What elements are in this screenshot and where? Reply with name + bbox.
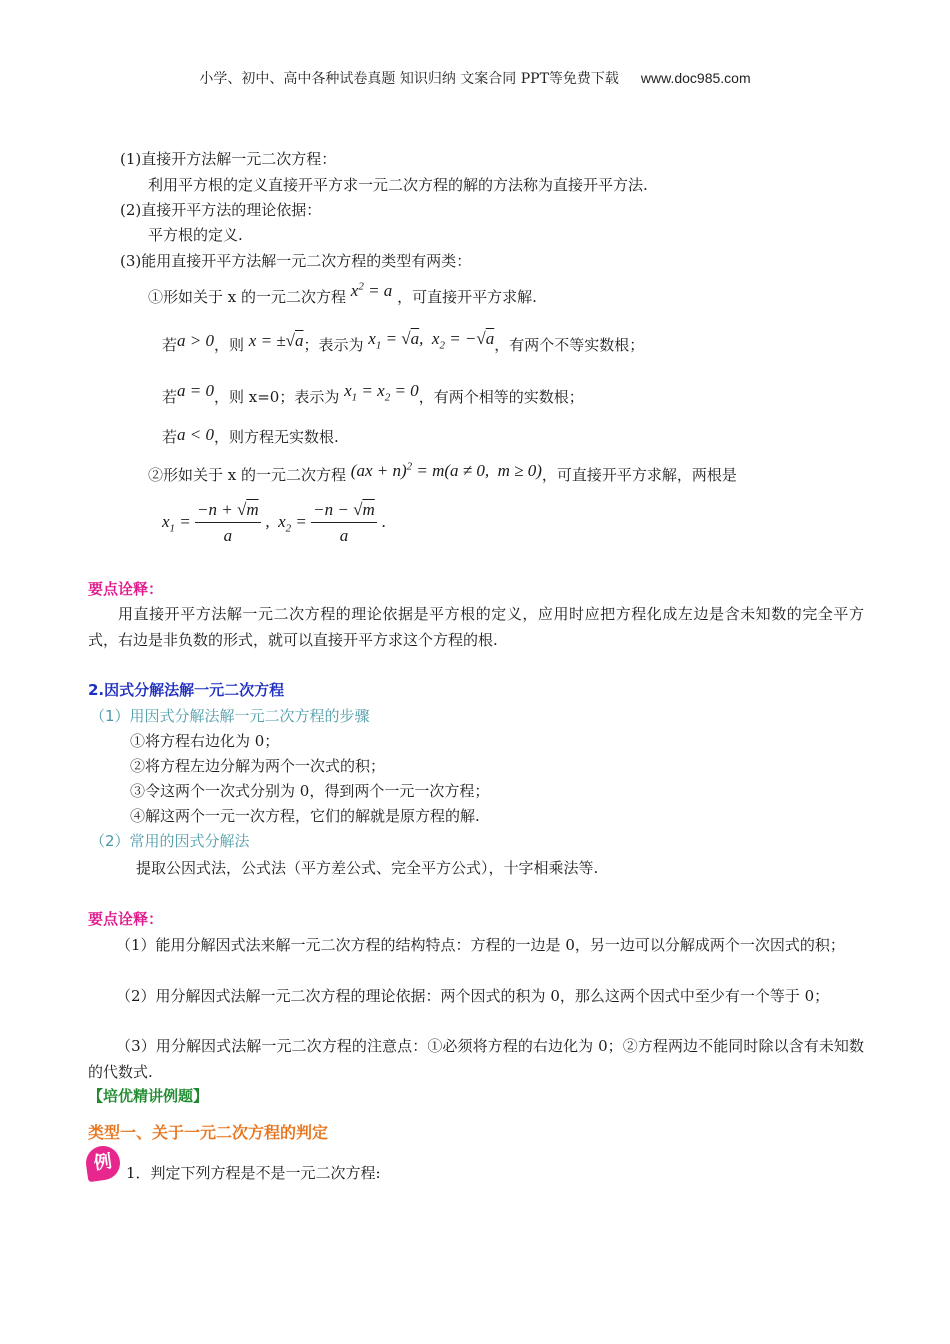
fraction-root-1: $\frac{-n + √m}{a}$ [197, 500, 259, 545]
formula-x2-eq-a: $x^2 = a$ [350, 280, 393, 300]
step-2: ②将方程左边分解为两个一次式的积； [130, 757, 386, 775]
note-2-p2: （2）用分解因式法解一元二次方程的理论依据：两个因式的积为 0，那么这两个因式中至少有一个等于 0； [116, 987, 830, 1005]
case-positive [162, 329, 645, 357]
methods-line: 提取公因式法，公式法（平方差公式、完全平方公式），十字相乘法等. [136, 859, 599, 877]
type-1-post: ，可直接开平方求解. [397, 288, 537, 306]
step-1: ①将方程右边化为 0； [130, 732, 280, 750]
formula-a-gt-0: a > 0 [177, 331, 214, 350]
case-zero-if: 若 [162, 388, 178, 406]
formula-ax-n-squared: (ax + n)$^2$ = m(a ≠ 0, m ≥ 0) [350, 460, 542, 480]
line-1: (1)直接开方法解一元二次方程： [120, 150, 337, 168]
formula-a-eq-0: a = 0 [177, 381, 214, 400]
case-zero-then: ，则 x=0；表示为 [214, 388, 340, 406]
line-4: 平方根的定义. [148, 226, 243, 244]
type-1-line [148, 280, 537, 307]
note-1-text: 用直接开平方法解一元二次方程的理论依据是平方根的定义，应用时应把方程化成左边是含未知数的完全平方式，右边是非负数的形式，就可以直接开平方求这个方程的根. [88, 605, 864, 649]
fraction-root-2: $\frac{-n - √m}{a}$ [313, 500, 375, 545]
header-text: 小学、初中、高中各种试卷真题 知识归纳 文案合同 PPT等免费下载 [199, 71, 619, 87]
case-positive-if: 若 [162, 336, 178, 354]
case-negative-if: 若 [162, 428, 178, 446]
examples-header: 【培优精讲例题】 [88, 1087, 209, 1105]
formula-two-roots: $x_1$ = $\frac{-n + √m}{a}$ , $x_2$ = $\frac{-n - √m}{a}$ . [162, 500, 386, 545]
type-2-line [148, 460, 737, 485]
case-negative [162, 426, 339, 447]
case-positive-then: ，则 [214, 336, 245, 354]
case-positive-express: ；表示为 [303, 336, 364, 354]
type-1-pre: ①形如关于 x 的一元二次方程 [148, 288, 346, 306]
case-zero [162, 381, 584, 409]
question-1: 1．判定下列方程是不是一元二次方程: [126, 1164, 381, 1182]
note-2-title: 要点诠释： [88, 910, 164, 928]
section-2-sub-1: （1）用因式分解法解一元二次方程的步骤 [90, 707, 370, 725]
note-2-p3: （3）用分解因式法解一元二次方程的注意点：①必须将方程的右边化为 0；②方程两边不能同时除以含有未知数的代数式. [88, 1037, 864, 1081]
note-2-p1: （1）能用分解因式法来解一元二次方程的结构特点：方程的一边是 0，另一边可以分解成两个一次因式的积； [116, 936, 845, 954]
header-url[interactable]: www.doc985.com [640, 70, 751, 86]
type-2-pre: ②形如关于 x 的一元二次方程 [148, 466, 346, 484]
page-header [0, 68, 950, 88]
section-2-sub-2: （2）常用的因式分解法 [90, 832, 250, 850]
formula-x1-eq-x2-eq-0: $x_1 = x_2 = 0$ [344, 381, 419, 404]
section-2-title: 2.因式分解法解一元二次方程 [88, 681, 285, 699]
note-1-title: 要点诠释： [88, 580, 164, 598]
formula-roots-sqrt-a: $x_1 = √a$, $x_2 = -√a$ [368, 329, 495, 352]
line-3: (2)直接开平方法的理论依据： [120, 201, 322, 219]
case-negative-result: ，则方程无实数根. [214, 428, 339, 446]
case-zero-result: ，有两个相等的实数根； [418, 388, 584, 406]
step-4: ④解这两个一元一次方程，它们的解就是原方程的解. [130, 807, 480, 825]
example-badge-icon: 例 [84, 1144, 122, 1182]
case-positive-result: ，有两个不等实数根； [494, 336, 645, 354]
type-1-heading: 类型一、关于一元二次方程的判定 [88, 1123, 329, 1142]
line-2: 利用平方根的定义直接开平方求一元二次方程的解的方法称为直接开平方法. [148, 176, 648, 194]
step-3: ③令这两个一次式分别为 0，得到两个一元一次方程； [130, 782, 490, 800]
line-5: (3)能用直接开平方法解一元二次方程的类型有两类： [120, 252, 472, 270]
type-2-post: ，可直接开平方求解，两根是 [541, 466, 737, 484]
formula-a-lt-0: a < 0 [177, 425, 214, 444]
formula-x-pm-sqrt-a: x = ±√a [248, 331, 304, 350]
